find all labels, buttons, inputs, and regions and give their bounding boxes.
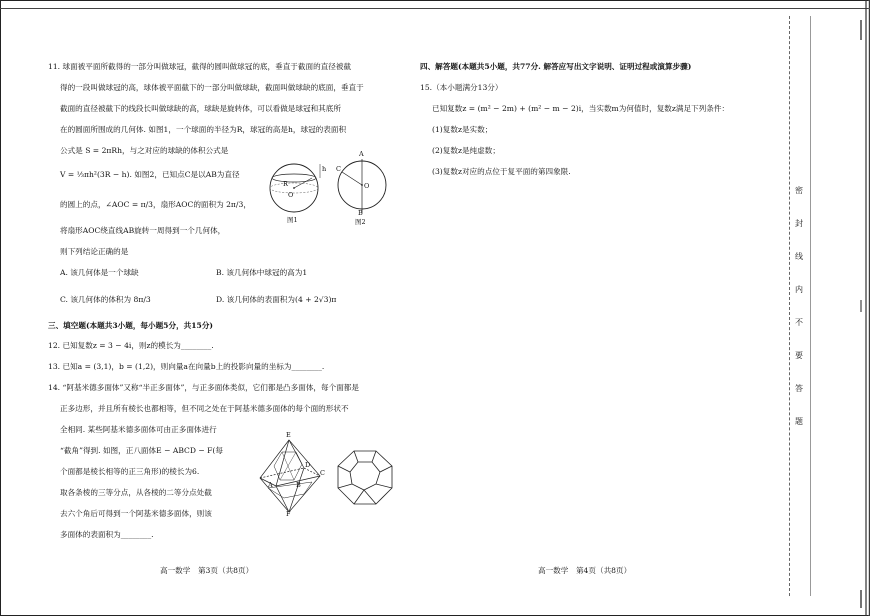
binding-char: 答 (795, 384, 803, 393)
fig2-caption: 图2 (355, 218, 366, 226)
q14-line-5: 个面都是棱长相等的正三角形)的棱长为6. (60, 467, 200, 476)
q15-part-2: (2)复数z是纯虚数； (432, 146, 500, 155)
oct-label-d: D (305, 461, 311, 469)
q11-line-1: 11. 球面被平面所截得的一部分叫做球冠，截得的圆叫做球冠的底，垂直于截面的直径被截 (48, 62, 352, 71)
top-rule (0, 8, 870, 9)
fig1-label-h: h (322, 165, 327, 173)
right-page-footer: 高一数学 第4页（共8页） (538, 566, 632, 575)
fig1-label-o: O (288, 191, 294, 199)
binding-char: 线 (795, 252, 803, 261)
question-13: 13. 已知a = (3,1)，b = (1,2)，则向量a在向量b上的投影向量的坐标为________. (48, 362, 325, 371)
binding-char: 要 (795, 351, 803, 360)
section-4-heading: 四、解答题(本题共5小题，共77分. 解答应写出文字说明、证明过程或演算步骤) (420, 62, 692, 71)
oct-label-f: F (286, 510, 291, 518)
fig2-label-a: A (359, 150, 364, 158)
oct-label-e: E (286, 431, 291, 439)
section-3-heading: 三、填空题(本题共3小题，每小题5分，共15分) (48, 321, 214, 330)
fig2-label-o: O (364, 182, 370, 190)
q11-line-8: 将扇形AOC绕直线AB旋转一周得到一个几何体， (60, 226, 226, 235)
q11-line-6: V = ⅓πh²(3R − h). 如图2，已知点C是以AB为直径 (60, 170, 240, 179)
q15-part-3: (3)复数z对应的点位于复平面的第四象限. (432, 167, 571, 176)
oct-label-a: A (268, 481, 273, 489)
binding-char: 不 (795, 318, 803, 327)
binding-solid-line (810, 16, 812, 596)
q11-line-7: 的圆上的点，∠AOC = π/3，扇形AOC的面积为 2π/3， (60, 200, 251, 209)
q14-line-1: 14. “阿基米德多面体”又称“半正多面体”，与正多面体类似，它们都是凸多面体，每个面都是 (48, 383, 359, 392)
oct-label-c: C (320, 469, 325, 477)
left-page-footer: 高一数学 第3页（共8页） (160, 566, 254, 575)
fig1-caption: 图1 (287, 216, 298, 224)
octahedron-diagram (254, 436, 328, 516)
q14-line-3: 全相同. 某些阿基米德多面体可由正多面体进行 (60, 425, 217, 434)
q11-option-d: D. 该几何体的表面积为(4 + 2√3)π (216, 295, 337, 304)
sector-diagram (332, 155, 392, 217)
question-12: 12. 已知复数z = 3 − 4i，则z的模长为________. (48, 341, 214, 350)
fig1-label-r: R (283, 180, 288, 188)
q11-option-b: B. 该几何体中球冠的高为1 (216, 268, 308, 277)
q14-line-4: “截角”得到. 如图，正八面体E − ABCD − F(每 (60, 446, 223, 455)
q14-line-8: 多面体的表面积为________. (60, 530, 154, 539)
q11-line-4: 在的圆面所围成的几何体. 如图1，一个球面的半径为R，球冠的高是h，球冠的表面积 (60, 125, 347, 134)
scan-edge (858, 0, 870, 616)
binding-char: 内 (795, 285, 803, 294)
q11-option-c: C. 该几何体的体积为 8π/3 (60, 295, 151, 304)
truncated-polyhedron-diagram (334, 448, 396, 508)
q11-line-3: 截面的直径被截下的线段长叫做球缺的高，球缺是旋转体，可以看做是球冠和其底所 (60, 104, 341, 113)
binding-char: 密 (795, 186, 803, 195)
q11-option-a: A. 该几何体是一个球缺 (60, 268, 139, 277)
oct-label-b: B (296, 481, 301, 489)
binding-char: 题 (795, 417, 803, 426)
q11-line-2: 得的一段叫做球冠的高，球体被平面截下的一部分叫做球缺，截面叫做球缺的底面，垂直于 (60, 83, 364, 92)
q14-line-6: 取各条棱的三等分点，从各棱的二等分点处截 (60, 488, 212, 497)
binding-char: 封 (795, 219, 803, 228)
q15-part-1: (1)复数z是实数； (432, 125, 493, 134)
q15-stem: 已知复数z = (m² − 2m) + (m² − m − 2)i，当实数m为何值时，复数z满足下列条件： (432, 104, 730, 113)
fig2-label-b: B (358, 209, 363, 217)
fig2-label-c: C (336, 165, 341, 173)
q15-title: 15.（本小题满分13分） (420, 83, 503, 92)
q14-line-7: 去六个角后可得到一个阿基米德多面体，则该 (60, 509, 212, 518)
q14-line-2: 正多边形，并且所有棱长也都相等，但不同之处在于阿基米德多面体的每个面的形状不 (60, 404, 349, 413)
q11-line-5: 公式是 S = 2πRh，与之对应的球缺的体积公式是 (60, 146, 229, 155)
q11-line-9: 则下列结论正确的是 (60, 247, 129, 256)
binding-dashed-line (789, 16, 791, 596)
